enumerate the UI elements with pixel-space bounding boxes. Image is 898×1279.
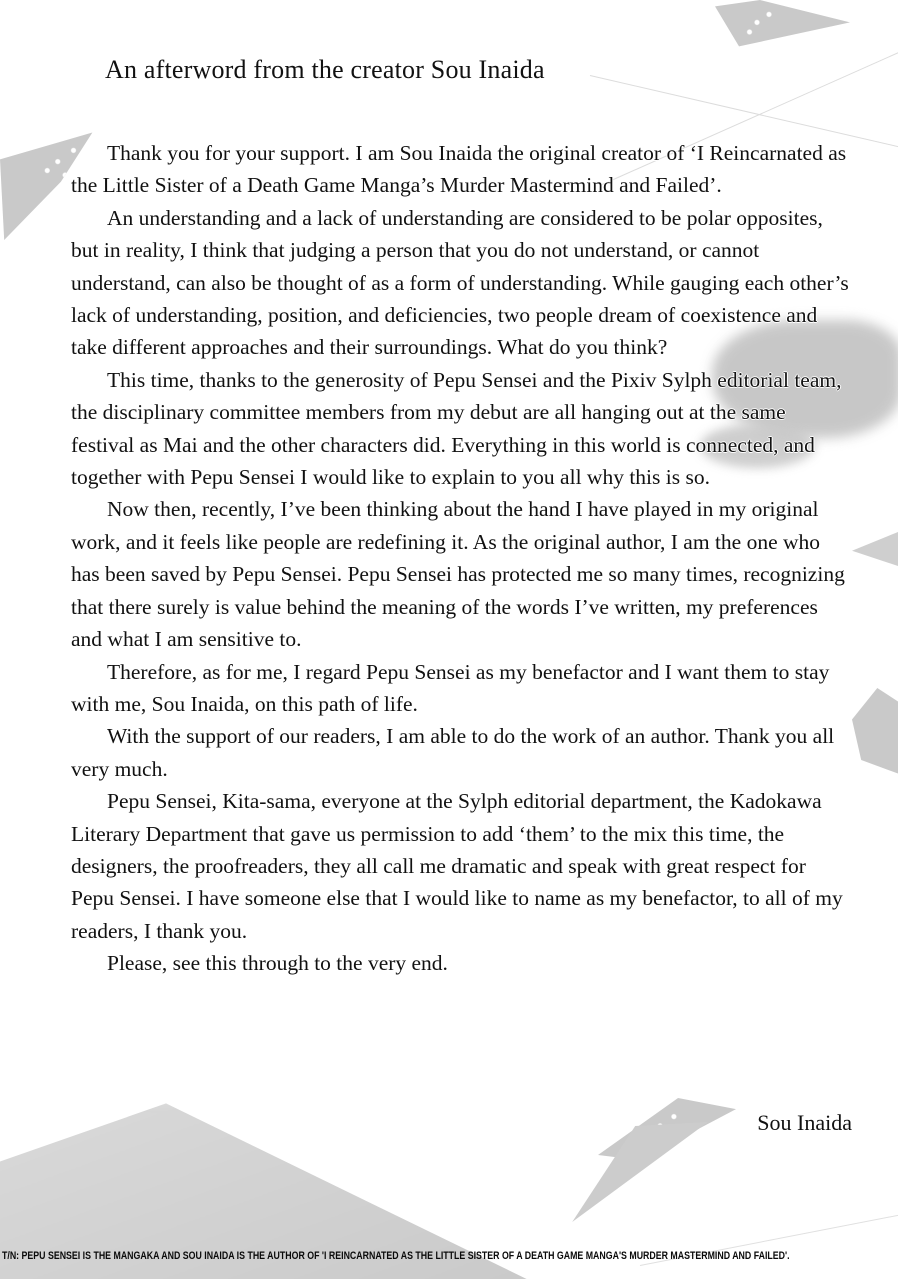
paragraph-2: An understanding and a lack of understanding are considered to be polar opposites, but in reality, I think that judging a person that you do not understand, or cannot understand, can also be thought of as a form of understanding. While gauging each other’s lack of understanding, position, and deficiencies, two people dream of coexistence and take different approaches and their surroundings. What do you think?: [71, 205, 849, 360]
decor-triangle-bottom-center: [568, 1122, 708, 1222]
paragraph-8: Please, see this through to the very end.: [107, 951, 448, 976]
decor-arrow-right-edge: [852, 532, 898, 566]
page-title: An afterword from the creator Sou Inaida: [105, 55, 545, 84]
paragraph-1: Thank you for your support. I am Sou Inaida the original creator of ‘I Reincarnated as the Little Sister of a Death Game Manga’s Murder Mastermind and Failed’.: [71, 141, 847, 198]
author-signature: Sou Inaida: [757, 1110, 852, 1135]
translator-note: T/N: PEPU SENSEI IS THE MANGAKA AND SOU INAIDA IS THE AUTHOR OF 'I REINCARNATED AS THE LITTLE SISTER OF A DEATH GAME MANGA'S MURDER MASTERMIND AND FAILED'.: [2, 1250, 790, 1262]
paragraph-5: Therefore, as for me, I regard Pepu Sensei as my benefactor and I want them to stay with me, Sou Inaida, on this path of life.: [71, 659, 830, 716]
paragraph-6: With the support of our readers, I am able to do the work of an author. Thank you all very much.: [71, 724, 835, 781]
paragraph-7: Pepu Sensei, Kita-sama, everyone at the Sylph editorial department, the Kadokawa Literary Department that gave us permission to add ‘them’ to the mix this time, the designers, the proofreaders, they all call me dramatic and speak with great respect for Pepu Sensei. I have someone else that I would like to name as my benefactor, to all of my readers, I thank you.: [71, 789, 843, 943]
paragraph-3: This time, thanks to the generosity of Pepu Sensei and the Pixiv Sylph editorial team, the disciplinary committee members from my debut are all hanging out at the same festival as Mai and the other characters did. Everything in this world is connected, and together with Pepu Sensei I would like to explain to you all why this is so.: [71, 367, 842, 490]
decor-confetti-top-right: [700, 0, 850, 80]
afterword-body: [71, 137, 853, 980]
decor-quad-right-edge: [852, 688, 898, 778]
paragraph-4: Now then, recently, I’ve been thinking about the hand I have played in my original work, and it feels like people are redefining it. As the original author, I am the one who has been saved by Pepu Sensei. Pepu Sensei has protected me so many times, recognizing that there surely is value behind the meaning of the words I’ve written, my preferences and what I am sensitive to.: [71, 497, 845, 652]
